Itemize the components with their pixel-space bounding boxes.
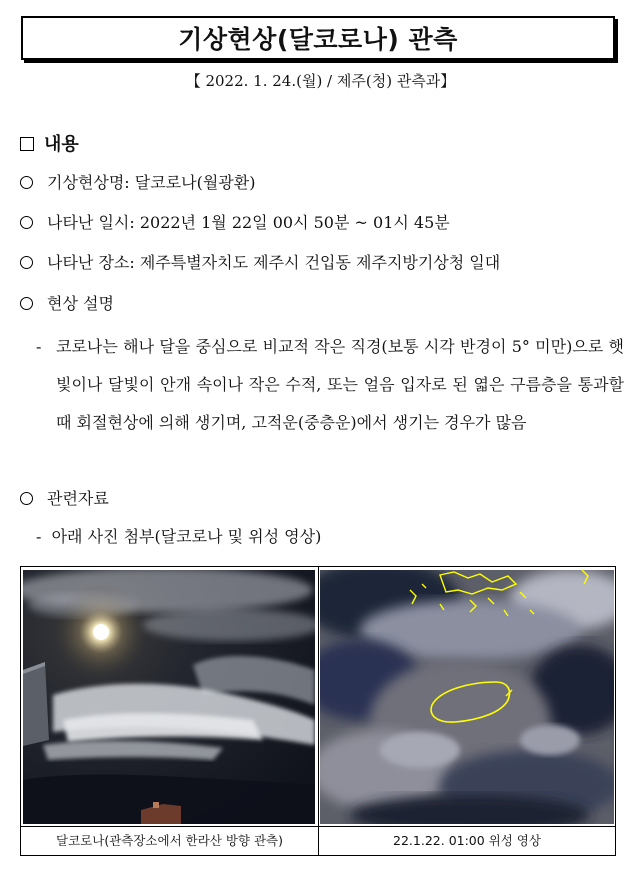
photo-divider-vertical — [318, 567, 319, 855]
item-phenomenon-description: 현상 설명 — [20, 291, 114, 314]
satellite-image — [320, 570, 614, 824]
moon-corona-photo-image — [23, 570, 315, 824]
dash-marker: - — [36, 337, 42, 356]
item-observed-place: 나타난 장소: 제주특별자치도 제주시 건입동 제주지방기상청 일대 — [20, 250, 500, 273]
circle-bullet-icon — [20, 256, 33, 269]
description-text: 코로나는 해나 달을 중심으로 비교적 작은 직경(보통 시각 반경이 5° 미만)으로 햇빛이나 달빛이 안개 속이나 작은 수적, 또는 얼음 입자로 된 엷은 구름층을 통과할 때 회절현상에 의해 생기며, 고적운(중층운)에서 생기는 경우가 많음 — [56, 337, 624, 432]
page-title: 기상현상(달코로나) 관측 — [178, 25, 458, 54]
item-observed-time: 나타난 일시: 2022년 1월 22일 00시 50분 ~ 01시 45분 — [20, 210, 450, 233]
report-date-line: 【 2022. 1. 24.(월) / 제주(청) 관측과】 — [185, 72, 456, 90]
section-heading — [20, 130, 79, 156]
circle-bullet-icon — [20, 492, 33, 505]
square-bullet-icon — [20, 137, 34, 151]
satellite-image-picture — [320, 570, 614, 824]
photo-table — [20, 566, 616, 856]
section-heading-label: 내용 — [44, 134, 79, 155]
dash-marker: - — [36, 527, 42, 546]
circle-bullet-icon — [20, 216, 33, 229]
item-related-materials: 관련자료 — [20, 486, 109, 509]
moon-corona-photo — [23, 570, 315, 824]
circle-bullet-icon — [20, 297, 33, 310]
item-phenomenon-name: 기상현상명: 달코로나(월광환) — [20, 170, 255, 193]
title-box — [21, 16, 615, 60]
circle-bullet-icon — [20, 176, 33, 189]
related-materials-note: - 아래 사진 첨부(달코로나 및 위성 영상) — [36, 527, 322, 546]
description-paragraph — [36, 328, 624, 442]
photo-divider-horizontal — [21, 826, 615, 827]
moon-corona-caption: 달코로나(관측장소에서 한라산 방향 관측) — [56, 833, 283, 848]
satellite-caption: 22.1.22. 01:00 위성 영상 — [393, 833, 541, 848]
